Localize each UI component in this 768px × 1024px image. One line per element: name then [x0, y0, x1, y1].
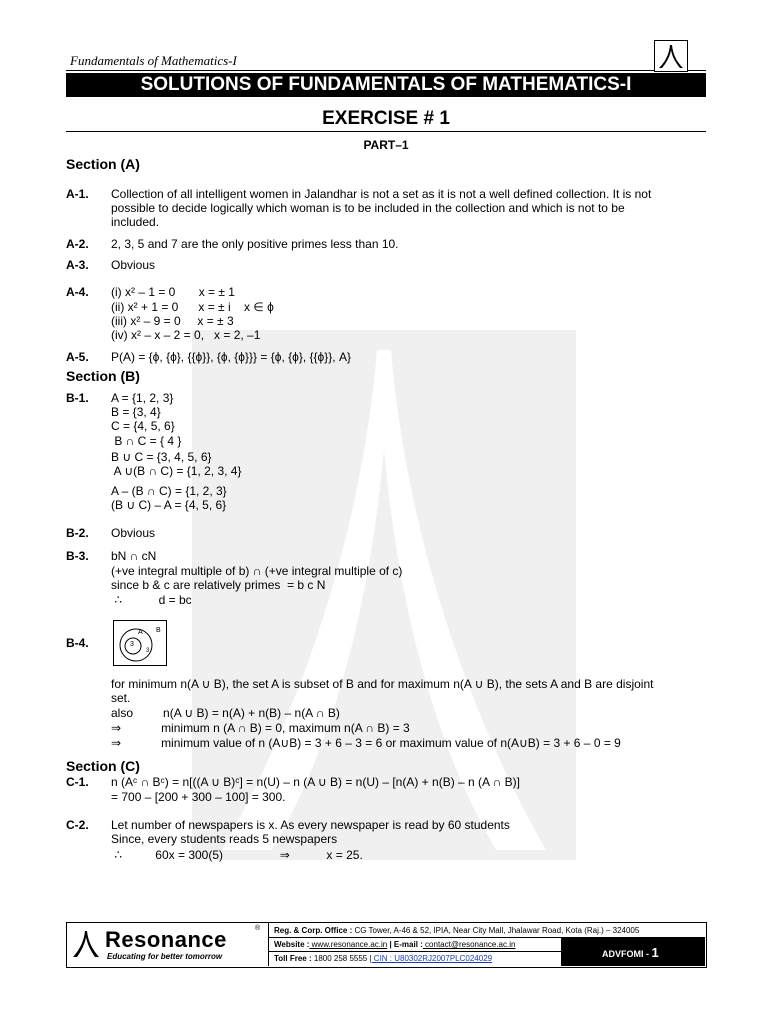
answer-line: C = {4, 5, 6} [111, 419, 175, 433]
answer-line: Collection of all intelligent women in Jalandhar is not a set as it is not a well defined collection. It is not [111, 187, 652, 201]
page-number: 1 [651, 945, 659, 960]
running-title: Fundamentals of Mathematics-I [70, 53, 237, 68]
answer-line: A ∪(B ∩ C) = {1, 2, 3, 4} [111, 464, 242, 478]
question-number: C-2. [66, 818, 89, 832]
answer-line: ∴ d = bc [111, 593, 192, 607]
answer-line: ∴ 60x = 300(5) ⇒ x = 25. [111, 848, 363, 862]
venn-count-b: 3 [146, 648, 150, 654]
answer-line: 2, 3, 5 and 7 are the only positive primes less than 10. [111, 237, 399, 251]
answer-line: set. [111, 691, 131, 705]
question-number: A-3. [66, 258, 89, 272]
toll-number: 1800 258 5555 | [311, 954, 372, 963]
email-label: | E-mail : [387, 940, 423, 949]
question-number: B-4. [66, 636, 89, 650]
answer-line: for minimum n(A ∪ B), the set A is subset of B and for maximum n(A ∪ B), the sets A and B are disjoint [111, 677, 654, 691]
toll-label: Toll Free : [274, 954, 312, 963]
answer-line: A = {1, 2, 3} [111, 391, 174, 405]
answer-line: possible to decide logically which woman is to be included in the collection and which is not to be [111, 201, 625, 215]
registered-mark: ® [255, 925, 261, 932]
answer-line: (B ∪ C) – A = {4, 5, 6} [111, 498, 227, 512]
section-b-heading: Section (B) [66, 368, 140, 384]
answer-line: ⇒ minimum value of n (A∪B) = 3 + 6 – 3 = 6 or maximum value of n(A∪B) = 3 + 6 – 0 = 9 [111, 736, 621, 750]
email-link[interactable]: contact@resonance.ac.in [422, 940, 516, 949]
answer-line: A – (B ∩ C) = {1, 2, 3} [111, 484, 227, 498]
answer-line: (iii) x² – 9 = 0 x = ± 3 [111, 314, 234, 328]
question-number: B-1. [66, 391, 89, 405]
venn-count-a: 3 [130, 641, 134, 648]
answer-line: (i) x² – 1 = 0 x = ± 1 [111, 285, 235, 299]
website-link[interactable]: www.resonance.ac.in [309, 940, 388, 949]
office-address [274, 926, 639, 935]
answer-line: n (Aᶜ ∩ Bᶜ) = n[((A ∪ B)ᶜ] = n(U) – n (A ∪ B) = n(U) – [n(A) + n(B) – n (A ∩ B)] [111, 775, 521, 789]
answer-line: Since, every students reads 5 newspapers [111, 832, 338, 846]
question-number: C-1. [66, 775, 89, 789]
answer-line: ⇒ minimum n (A ∩ B) = 0, maximum n(A ∩ B) = 3 [111, 721, 410, 735]
answer-line: also n(A ∪ B) = n(A) + n(B) – n(A ∩ B) [111, 706, 340, 720]
banner-title: SOLUTIONS OF FUNDAMENTALS OF MATHEMATICS-I [66, 73, 706, 97]
office-label: Reg. & Corp. Office : [274, 926, 353, 935]
answer-line: P(A) = {ϕ, {ϕ}, {{ϕ}}, {ϕ, {ϕ}}} = {ϕ, {ϕ}, {{ϕ}}, A} [111, 350, 351, 364]
cin-link[interactable]: CIN : U80302RJ2007PLC024029 [371, 954, 493, 963]
website-label: Website : [274, 940, 310, 949]
answer-line: B = {3, 4} [111, 405, 161, 419]
venn-diagram [113, 620, 167, 666]
answer-line: since b & c are relatively primes = b c N [111, 578, 326, 592]
tollfree-line [274, 954, 492, 963]
office-text: CG Tower, A-46 & 52, IPIA, Near City Mall, Jhalawar Road, Kota (Raj.) – 324005 [352, 926, 640, 935]
answer-line: Obvious [111, 526, 156, 540]
question-number: A-4. [66, 285, 89, 299]
footer-divider [269, 951, 561, 952]
question-number: B-3. [66, 549, 89, 563]
answer-line: (+ve integral multiple of b) ∩ (+ve integral multiple of c) [111, 564, 403, 578]
answer-line: (iv) x² – x – 2 = 0, x = 2, –1 [111, 328, 261, 342]
contact-line [274, 940, 515, 949]
resonance-logo-icon [71, 929, 101, 959]
section-a-heading: Section (A) [66, 156, 140, 172]
brand-tagline: Educating for better tomorrow [107, 952, 223, 961]
part-title: PART–1 [363, 138, 409, 152]
page-code: ADVFOMI - [602, 949, 652, 959]
answer-line: B ∪ C = {3, 4, 5, 6} [111, 450, 212, 464]
answer-line: B ∩ C = { 4 } [111, 434, 182, 448]
answer-line: (ii) x² + 1 = 0 x = ± i x ∈ ϕ [111, 300, 274, 314]
exercise-title: EXERCISE # 1 [322, 108, 450, 129]
venn-label-a: A [138, 629, 143, 636]
resonance-logo-icon [654, 40, 688, 72]
question-number: A-2. [66, 237, 89, 251]
answer-line: bN ∩ cN [111, 549, 157, 563]
exercise-rule [66, 131, 706, 132]
brand-name: Resonance [105, 927, 227, 952]
answer-line: Let number of newspapers is x. As every newspaper is read by 60 students [111, 818, 510, 832]
question-number: A-1. [66, 187, 89, 201]
footer-brand [67, 923, 263, 966]
section-c-heading: Section (C) [66, 758, 140, 774]
answer-line: Obvious [111, 258, 156, 272]
page-number-box [562, 938, 705, 966]
footer-divider [268, 923, 269, 966]
answer-line: included. [111, 215, 160, 229]
question-number: A-5. [66, 350, 89, 364]
answer-line: = 700 – [200 + 300 – 100] = 300. [111, 790, 286, 804]
venn-label-b: B [156, 627, 161, 634]
question-number: B-2. [66, 526, 89, 540]
header-rule [66, 70, 706, 71]
